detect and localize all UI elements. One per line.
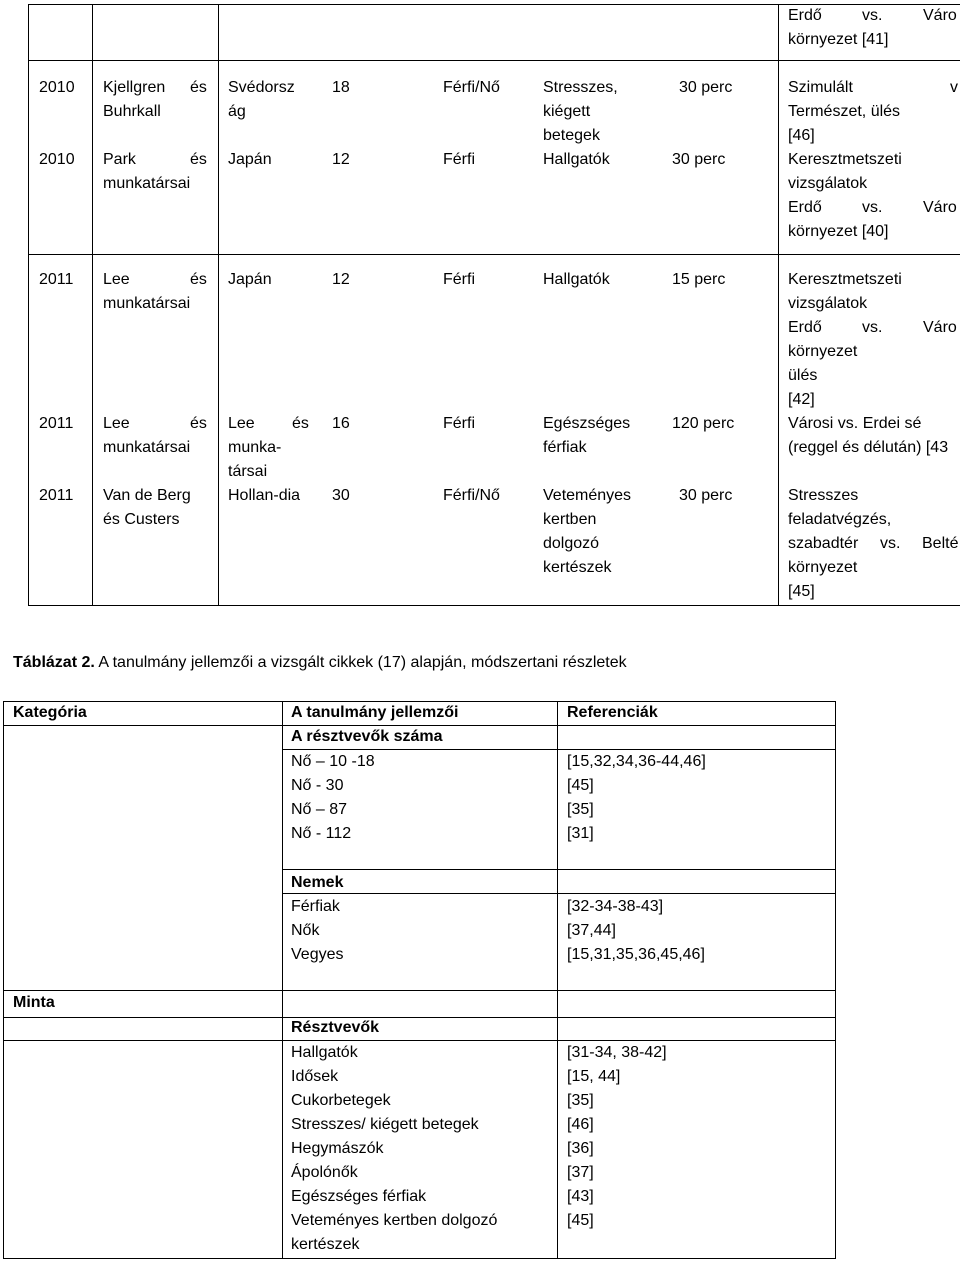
table-border bbox=[778, 4, 779, 606]
table-cell: 30 perc bbox=[679, 487, 733, 504]
column-header: Referenciák bbox=[567, 704, 658, 721]
table-cell: vs. bbox=[862, 7, 883, 24]
table-cell: 30 bbox=[332, 487, 350, 504]
table-border bbox=[28, 4, 29, 606]
list-item: Vegyes bbox=[291, 946, 344, 963]
table-cell: betegek bbox=[543, 127, 600, 144]
table-cell: Keresztmetszeti bbox=[788, 151, 902, 168]
table-cell: 15 perc bbox=[672, 271, 726, 288]
table-cell: Stresszes, bbox=[543, 79, 618, 96]
list-item: Nő – 87 bbox=[291, 801, 348, 818]
table-cell: Svédorsz bbox=[228, 79, 295, 96]
column-header: A tanulmány jellemzői bbox=[291, 704, 459, 721]
table-cell: vs. bbox=[862, 319, 883, 336]
reference: [35] bbox=[567, 801, 594, 818]
caption-label: Táblázat 2. bbox=[13, 654, 95, 671]
table-cell: 2011 bbox=[39, 415, 74, 432]
table-cell: 2011 bbox=[39, 487, 74, 504]
table-cell: 18 bbox=[332, 79, 350, 96]
table-cell: Lee bbox=[103, 415, 130, 432]
list-item: Nő - 30 bbox=[291, 777, 344, 794]
table-border bbox=[92, 4, 93, 606]
reference: [36] bbox=[567, 1140, 594, 1157]
table-border bbox=[282, 701, 283, 1259]
table-cell: Városi vs. Erdei sé bbox=[788, 415, 922, 432]
table-border bbox=[3, 1017, 835, 1018]
table-cell: Szimulált bbox=[788, 79, 853, 96]
table-cell: kiégett bbox=[543, 103, 591, 120]
list-item: kertészek bbox=[291, 1236, 360, 1253]
reference: [45] bbox=[567, 1212, 594, 1229]
category-label: Minta bbox=[13, 994, 55, 1011]
table-cell: Belté bbox=[922, 535, 959, 552]
table-cell: Keresztmetszeti bbox=[788, 271, 902, 288]
table-cell: Férfi/Nő bbox=[443, 79, 500, 96]
reference: [31] bbox=[567, 825, 594, 842]
reference: [37,44] bbox=[567, 922, 616, 939]
table-cell: (reggel és délután) [43 bbox=[788, 439, 949, 456]
reference: [35] bbox=[567, 1092, 594, 1109]
table-cell: 12 bbox=[332, 151, 350, 168]
table-border bbox=[3, 701, 4, 1259]
table-cell: kertészek bbox=[543, 559, 612, 576]
table-cell: Hollan-dia bbox=[228, 487, 301, 504]
table-border bbox=[835, 701, 836, 1259]
table-cell: 30 perc bbox=[679, 79, 733, 96]
table-cell: Férfi/Nő bbox=[443, 487, 500, 504]
caption-text: A tanulmány jellemzői a vizsgált cikkek (17) alapján, módszertani részletek bbox=[98, 654, 627, 671]
table-cell: vs. bbox=[880, 535, 901, 552]
list-item: Férfiak bbox=[291, 898, 340, 915]
table-border bbox=[28, 254, 960, 255]
table-border bbox=[3, 990, 835, 991]
table-border bbox=[218, 4, 219, 606]
table-cell: 30 perc bbox=[672, 151, 726, 168]
table-cell: Stresszes bbox=[788, 487, 859, 504]
table-cell: Erdő bbox=[788, 199, 822, 216]
table-cell: 2010 bbox=[39, 151, 75, 168]
table-cell: 2011 bbox=[39, 271, 74, 288]
list-item: Hallgatók bbox=[291, 1044, 358, 1061]
table-cell: és bbox=[190, 79, 207, 96]
table-cell: környezet [40] bbox=[788, 223, 889, 240]
table-cell: dolgozó bbox=[543, 535, 600, 552]
table-caption bbox=[13, 651, 627, 675]
table-cell: munkatársai bbox=[103, 439, 191, 456]
table-cell: Váro bbox=[923, 199, 957, 216]
list-item: Veteményes kertben dolgozó bbox=[291, 1212, 498, 1229]
list-item: Egészséges férfiak bbox=[291, 1188, 427, 1205]
table-cell: Erdő bbox=[788, 7, 822, 24]
table-cell: Park bbox=[103, 151, 136, 168]
table-cell: és bbox=[292, 415, 309, 432]
table-cell: Japán bbox=[228, 271, 272, 288]
reference: [45] bbox=[567, 777, 594, 794]
table-cell: v bbox=[950, 79, 958, 96]
table-cell: Lee bbox=[228, 415, 255, 432]
table-cell: férfiak bbox=[543, 439, 587, 456]
table-cell: [42] bbox=[788, 391, 815, 408]
table-cell: vizsgálatok bbox=[788, 295, 868, 312]
table-cell: Váro bbox=[923, 7, 957, 24]
table-cell: kertben bbox=[543, 511, 597, 528]
table-cell: [45] bbox=[788, 583, 815, 600]
table-cell: feladatvégzés, bbox=[788, 511, 892, 528]
table-border bbox=[557, 701, 558, 1259]
table-cell: Férfi bbox=[443, 415, 475, 432]
table-cell: környezet bbox=[788, 343, 858, 360]
table-border bbox=[28, 60, 960, 61]
reference: [43] bbox=[567, 1188, 594, 1205]
table-cell: Japán bbox=[228, 151, 272, 168]
list-item: Nő – 10 -18 bbox=[291, 753, 375, 770]
table-cell: Hallgatók bbox=[543, 151, 610, 168]
table-border bbox=[282, 869, 835, 870]
table-cell: és bbox=[190, 151, 207, 168]
table-cell: Veteményes bbox=[543, 487, 632, 504]
table-border bbox=[3, 1040, 835, 1041]
table-cell: és bbox=[190, 415, 207, 432]
table-cell: Férfi bbox=[443, 151, 475, 168]
reference: [46] bbox=[567, 1116, 594, 1133]
table-cell: szabadtér bbox=[788, 535, 859, 552]
reference: [32-34-38-43] bbox=[567, 898, 664, 915]
table-cell: és Custers bbox=[103, 511, 180, 528]
table-cell: környezet bbox=[788, 559, 858, 576]
reference: [15,32,34,36-44,46] bbox=[567, 753, 706, 770]
table-cell: 2010 bbox=[39, 79, 75, 96]
section-title: A résztvevők száma bbox=[291, 728, 443, 745]
table-cell: Lee bbox=[103, 271, 130, 288]
table-cell: Erdő bbox=[788, 319, 822, 336]
table-border bbox=[3, 1258, 835, 1259]
list-item: Hegymászók bbox=[291, 1140, 384, 1157]
table-cell: 120 perc bbox=[672, 415, 735, 432]
table-cell: 12 bbox=[332, 271, 350, 288]
table-cell: társai bbox=[228, 463, 268, 480]
section-title: Résztvevők bbox=[291, 1019, 380, 1036]
reference: [15, 44] bbox=[567, 1068, 621, 1085]
table-cell: munkatársai bbox=[103, 175, 191, 192]
table-border bbox=[282, 893, 835, 894]
table-cell: munka- bbox=[228, 439, 282, 456]
table-cell: Férfi bbox=[443, 271, 475, 288]
table-cell: Hallgatók bbox=[543, 271, 610, 288]
table-cell: Váro bbox=[923, 319, 957, 336]
table-cell: környezet [41] bbox=[788, 31, 889, 48]
table-cell: ülés bbox=[788, 367, 818, 384]
table-cell: Van de Berg bbox=[103, 487, 191, 504]
column-header: Kategória bbox=[13, 704, 87, 721]
reference: [15,31,35,36,45,46] bbox=[567, 946, 705, 963]
table-cell: Természet, ülés bbox=[788, 103, 901, 120]
list-item: Stresszes/ kiégett betegek bbox=[291, 1116, 479, 1133]
table-cell: munkatársai bbox=[103, 295, 191, 312]
section-title: Nemek bbox=[291, 874, 344, 891]
table-cell: vizsgálatok bbox=[788, 175, 868, 192]
table-cell: Egészséges bbox=[543, 415, 631, 432]
list-item: Cukorbetegek bbox=[291, 1092, 391, 1109]
reference: [37] bbox=[567, 1164, 594, 1181]
list-item: Nők bbox=[291, 922, 320, 939]
table-cell: Kjellgren bbox=[103, 79, 166, 96]
table-cell: 16 bbox=[332, 415, 350, 432]
reference: [31-34, 38-42] bbox=[567, 1044, 667, 1061]
list-item: Ápolónők bbox=[291, 1164, 358, 1181]
list-item: Nő - 112 bbox=[291, 825, 352, 842]
table-border bbox=[28, 605, 960, 606]
table-cell: Buhrkall bbox=[103, 103, 161, 120]
table-cell: és bbox=[190, 271, 207, 288]
table-cell: vs. bbox=[862, 199, 883, 216]
table-cell: ág bbox=[228, 103, 246, 120]
list-item: Idősek bbox=[291, 1068, 339, 1085]
table-cell: [46] bbox=[788, 127, 815, 144]
